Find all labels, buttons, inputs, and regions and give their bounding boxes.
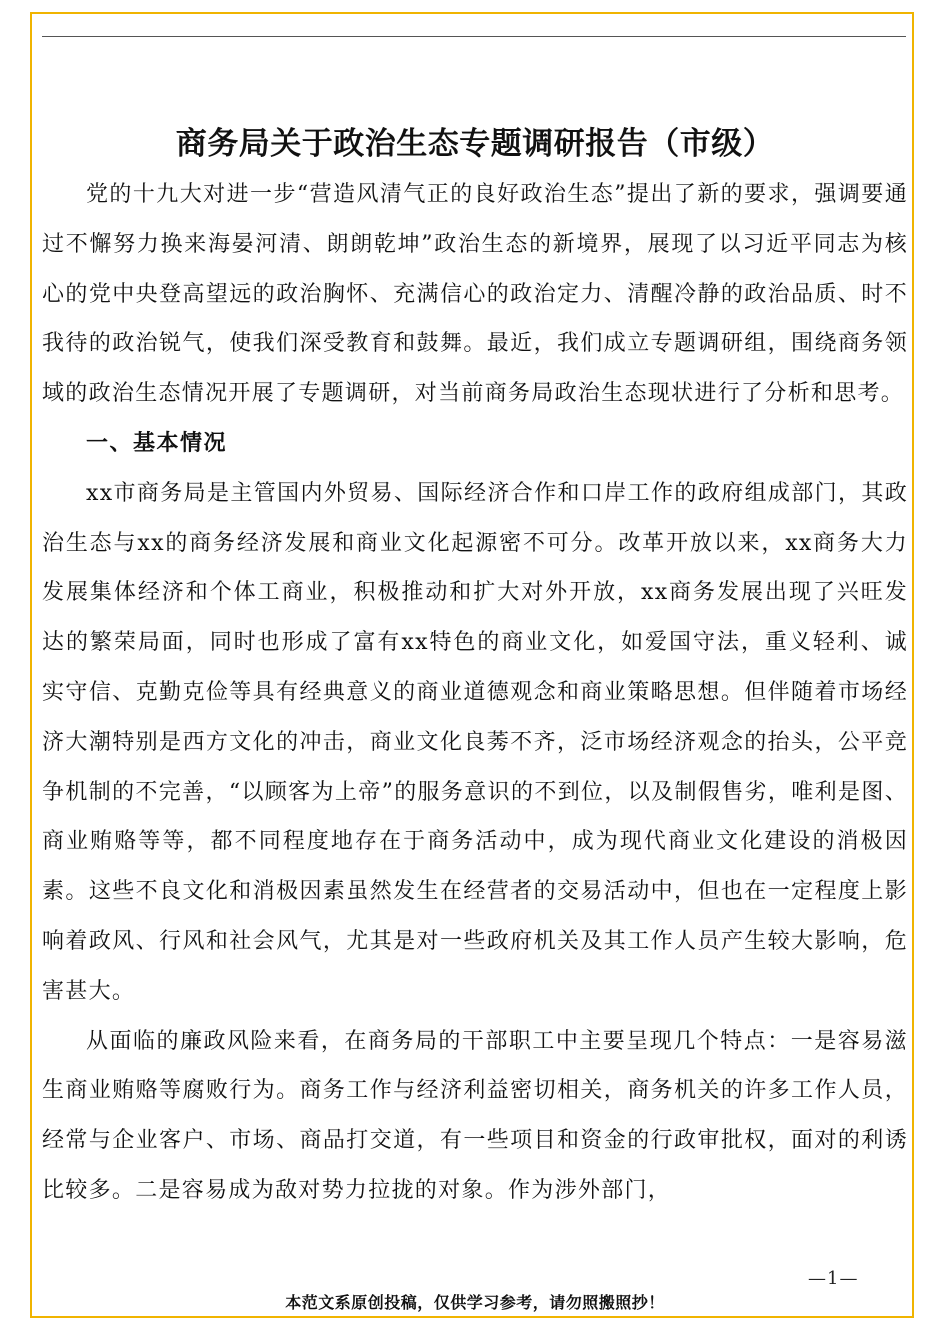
header-rule — [42, 36, 906, 37]
document-body — [42, 118, 908, 1216]
body-paragraph: xx市商务局是主管国内外贸易、国际经济合作和口岸工作的政府组成部门，其政治生态与xx的商务经济发展和商业文化起源密不可分。改革开放以来，xx商务大力发展集体经济和个体工商业，积极推动和扩大对外开放，xx商务发展出现了兴旺发达的繁荣局面，同时也形成了富有xx特色的商业文化，如爱国守法，重义轻利、诚实守信、克勤克俭等具有经典意义的商业道德观念和商业策略思想。但伴随着市场经济大潮特别是西方文化的冲击，商业文化良莠不齐，泛市场经济观念的抬头，公平竞争机制的不完善，“以顾客为上帝”的服务意识的不到位，以及制假售劣，唯利是图、商业贿赂等等，都不同程度地存在于商务活动中，成为现代商业文化建设的消极因素。这些不良文化和消极因素虽然发生在经营者的交易活动中，但也在一定程度上影响着政风、行风和社会风气，尤其是对一些政府机关及其工作人员产生较大影响，危害甚大。 — [42, 480, 908, 1004]
intro-paragraph: 党的十九大对进一步“营造风清气正的良好政治生态”提出了新的要求，强调要通过不懈努力换来海晏河清、朗朗乾坤”政治生态的新境界，展现了以习近平同志为核心的党中央登高望远的政治胸怀、充满信心的政治定力、清醒冷静的政治品质、时不我待的政治锐气，使我们深受教育和鼓舞。最近，我们成立专题调研组，围绕商务领域的政治生态情况开展了专题调研，对当前商务局政治生态现状进行了分析和思考。 — [42, 182, 908, 407]
document-title: 商务局关于政治生态专题调研报告（市级） — [175, 126, 775, 162]
page-number: —1— — [808, 1268, 859, 1289]
section-heading-basic-situation: 一、基本情况 — [86, 430, 228, 456]
footer-disclaimer: 本范文系原创投稿，仅供学习参考，请勿照搬照抄！ — [285, 1293, 665, 1312]
body-paragraph: 从面临的廉政风险来看，在商务局的干部职工中主要呈现几个特点：一是容易滋生商业贿赂等腐败行为。商务工作与经济利益密切相关，商务机关的许多工作人员，经常与企业客户、市场、商品打交道，有一些项目和资金的行政审批权，面对的利诱比较多。二是容易成为敌对势力拉拢的对象。作为涉外部门， — [42, 1028, 908, 1203]
